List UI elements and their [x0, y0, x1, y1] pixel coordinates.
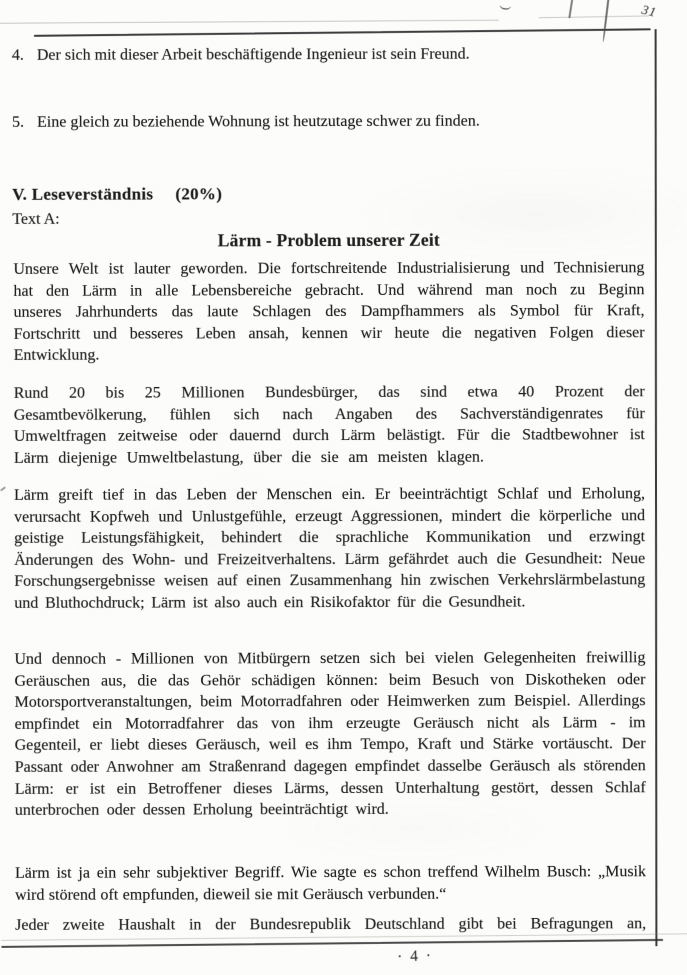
- paragraph-2: Rund 20 bis 25 Millionen Bundesbürger, das sind etwa 40 Prozent der Gesamtbevölkerung, fühlen sich nach Angaben des Sachverständigenrates für Umweltfragen zeitweise oder dauernd durch Lärm belästigt. Für die Stadtbewohner ist Lärm diejenige Umweltbelastung, über die sie am meisten klagen.: [13, 383, 645, 467]
- section-heading-label: V. Leseverständnis: [12, 184, 154, 204]
- page-frame-right-border: [655, 29, 658, 946]
- exercise-item-4: [12, 43, 644, 66]
- page-frame-bottom-border: [1, 939, 663, 948]
- paragraph-5: Lärm ist ja ein sehr subjektiver Begriff. Wie sagte es schon treffend Wilhelm Busch: „Musik wird störend oft empfunden, dieweil sie mit Geräusch verbunden.“: [14, 863, 647, 904]
- item-text: Der sich mit dieser Arbeit beschäftigende Ingenieur ist sein Freund.: [36, 45, 470, 64]
- page-frame-top-border: [34, 28, 651, 37]
- pen-mark-curve: ): [499, 5, 514, 11]
- handwritten-corner-number: 31: [640, 1, 659, 20]
- scan-edge-line: [539, 15, 649, 18]
- section-points: (20%): [175, 184, 223, 204]
- pen-mark-stroke: [602, 0, 609, 42]
- scan-edge-line: [0, 20, 499, 24]
- section-heading: [12, 184, 222, 205]
- item-number: 4.: [11, 46, 24, 64]
- pen-mark-stroke: [568, 0, 572, 18]
- paragraph-1: Unsere Welt ist lauter geworden. Die fortschreitende Industrialisierung und Technisierung hat den Lärm in alle Lebensbereiche gebracht. Und während man noch zu Beginn unseres Jahrhunderts das laute Schlagen des Dampfhammers als Symbol für Kraft, Fortschritt und besseres Leben ansah, kennen wir heute die negativen Folgen dieser Entwicklung.: [13, 259, 645, 365]
- scan-speck: [0, 486, 6, 491]
- page-number: · 4 ·: [396, 947, 434, 966]
- reading-text-title: Lärm - Problem unserer Zeit: [217, 229, 440, 251]
- paragraph-6: Jeder zweite Haushalt in der Bundesrepublik Deutschland gibt bei Befragungen an,: [15, 915, 647, 934]
- item-number: 5.: [12, 113, 25, 131]
- paragraph-3: Lärm greift tief in das Leben der Menschen ein. Er beeinträchtigt Schlaf und Erholung, verursacht Kopfweh und Unlustgefühle, erzeugt Aggressionen, mindert die körperliche und geistige Leistungsfähigkeit, behindert die sprachliche Kommunikation und erzwingt Änderungen des Wohn- und Freizeitverhaltens. Lärm gefährdet auch die Gesundheit: Neue Forschungsergebnisse weisen auf einen Zusammenhang hin zwischen Verkehrslärmbelastung und Bluthochdruck; Lärm ist also auch ein Risikofaktor für die Gesundheit.: [13, 485, 646, 612]
- text-a-label: Text A:: [12, 210, 60, 228]
- paragraph-4: Und dennoch - Millionen von Mitbürgern setzen sich bei vielen Gelegenheiten freiwillig Geräuschen aus, die das Gehör schädigen können: beim Besuch von Diskotheken oder Motorsportveranstaltungen, beim Motorradfahren oder Heimwerken zum Beispiel. Allerdings empfindet ein Motorradfahrer das von ihm erzeugte Geräusch nicht als Lärm - im Gegenteil, er liebt dieses Geräusch, weil es ihm Tempo, Kraft und Stärke vortäuscht. Der Passant oder Anwohner am Straßenrand dagegen empfindet dasselbe Geräusch als störenden Lärm: er ist ein Betroffener dieses Lärms, dessen Unterhaltung gestört, dessen Schlaf unterbrochen oder dessen Erholung beeinträchtigt wird.: [14, 649, 646, 820]
- item-text: Eine gleich zu beziehende Wohnung ist heutzutage schwer zu finden.: [37, 112, 480, 131]
- exercise-item-5: [12, 110, 644, 133]
